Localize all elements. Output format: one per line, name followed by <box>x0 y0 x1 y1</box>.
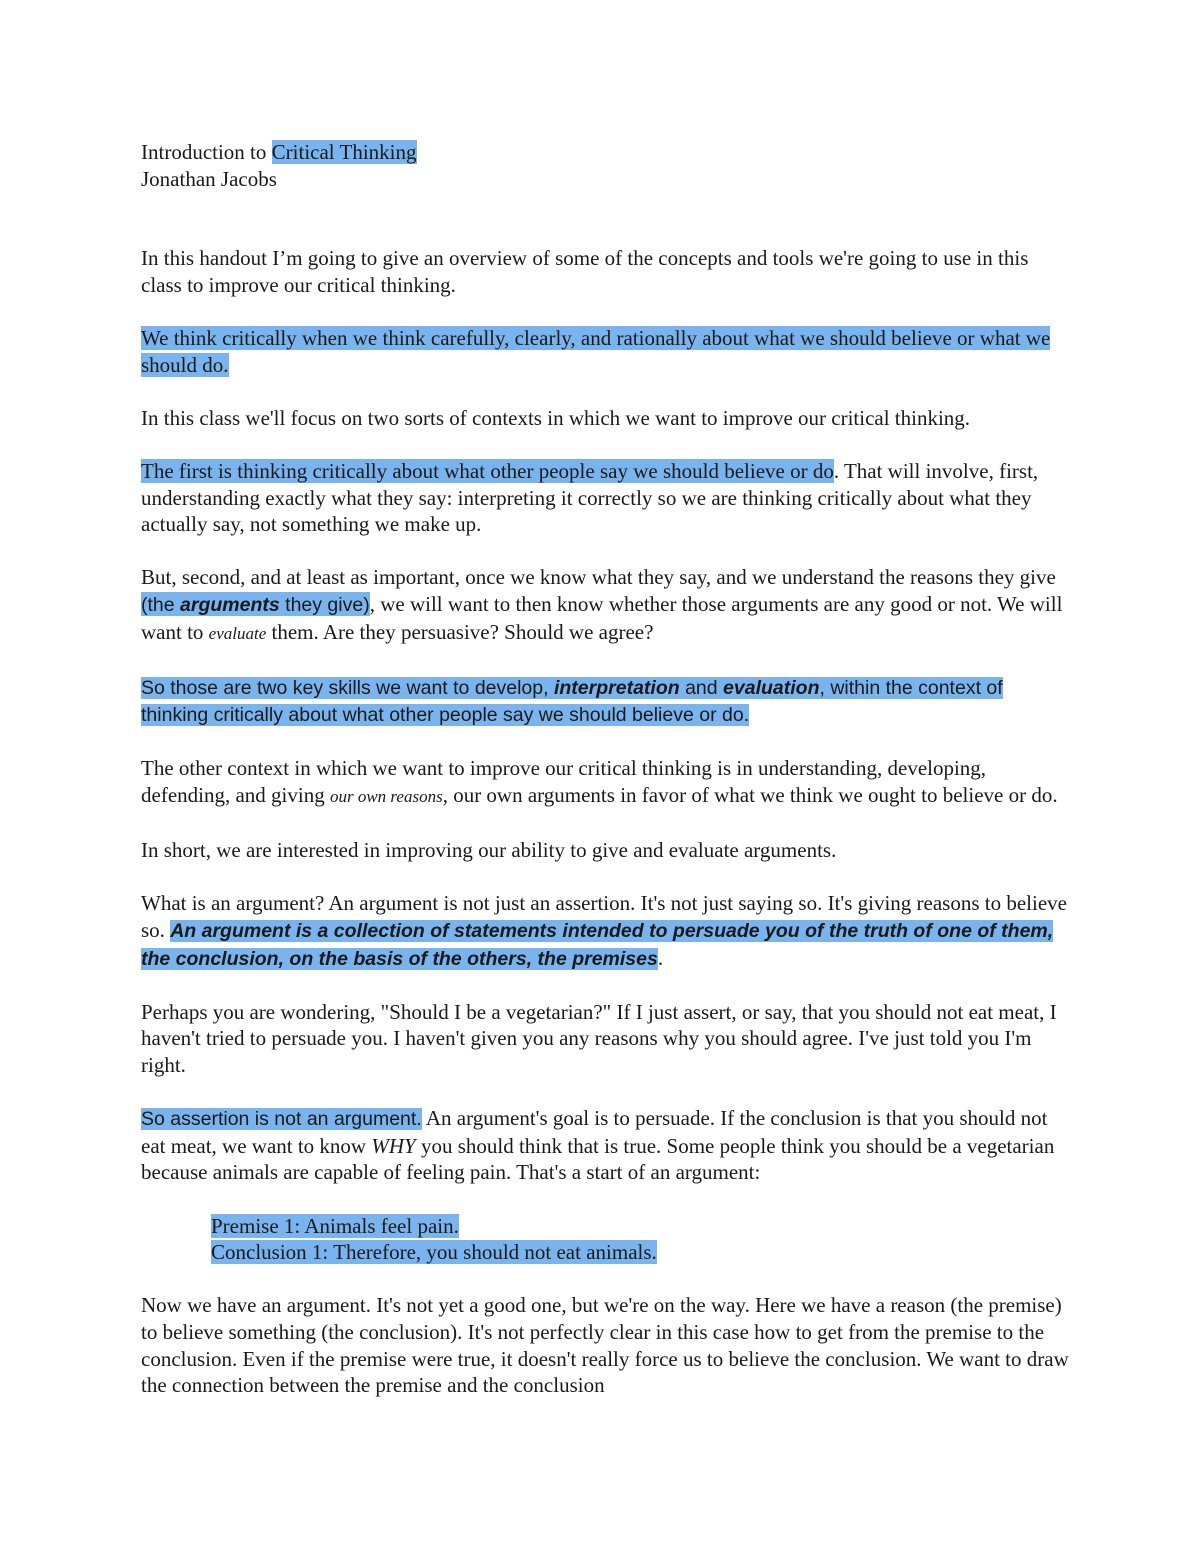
text-span: they give) <box>279 593 370 616</box>
text-span: , within the context of thinking critically about what other people say we should believe or do. <box>141 676 1003 727</box>
text-span: , our own arguments in favor of what we think we ought to believe or do. <box>442 783 1058 808</box>
first-context-rest: . That will involve, first, understanding exactly what they say: interpreting it correctly so we are thinking critically about what they actually say, not something we make up. <box>141 458 1039 537</box>
paragraph-vegetarian: Perhaps you are wondering, "Should I be a vegetarian?" If I just assert, or say, that you should not eat meat, I haven't tried to persuade you. I haven't given you any reasons why you should agree. I've just told you I'm right. <box>141 999 1057 1077</box>
highlight-definition: We think critically when we think carefully, clearly, and rationally about what we should believe or what we should do. <box>141 325 1051 377</box>
text-span: So those are two key skills we want to develop, <box>141 676 554 699</box>
text-span: The other context in which we want to improve our critical thinking is in understanding, developing, defending, and giving <box>141 756 987 808</box>
emphasis-evaluation: evaluation <box>723 676 820 699</box>
emphasis-evaluate: evaluate <box>208 623 267 643</box>
emphasis-interpretation: interpretation <box>553 676 680 699</box>
highlight-assertion: So assertion is not an argument. <box>141 1108 422 1131</box>
argument-block <box>141 1213 1071 1266</box>
highlight-key-skills <box>141 677 1003 727</box>
emphasis-arguments: arguments <box>180 593 280 616</box>
emphasis-why: WHY <box>371 1133 416 1158</box>
paragraph-second <box>141 564 1071 647</box>
author-name: Jonathan Jacobs <box>141 166 277 191</box>
title-text: Introduction to <box>141 140 272 164</box>
text-span: . <box>657 945 664 970</box>
highlight-arguments <box>141 592 370 616</box>
text-span: you should think that is true. Some people think you should be a vegetarian because animals are capable of feeling pain. That's a start of an argument: <box>141 1133 1055 1185</box>
document-title <box>141 139 1071 166</box>
paragraph-assertion <box>141 1105 1071 1186</box>
document-page <box>141 139 1071 1425</box>
paragraph-contexts: In this class we'll focus on two sorts of contexts in which we want to improve our critical thinking. <box>141 405 971 430</box>
emphasis-own-reasons: our own reasons <box>329 787 443 807</box>
conclusion-line: Conclusion 1: Therefore, you should not eat animals. <box>211 1240 657 1265</box>
premise-line: Premise 1: Animals feel pain. <box>211 1213 459 1238</box>
paragraph-definition <box>141 325 1071 378</box>
highlight-argument-definition: An argument is a collection of statements intended to persuade you of the truth of one of them, the conclusion, on the basis of the others, the premises <box>141 920 1054 970</box>
highlight-first-context: The first is thinking critically about what other people say we should believe or do <box>141 458 834 483</box>
text-span: , we will want to then know whether those arguments are any good or not. We will want to <box>141 591 1063 644</box>
paragraph-first-context <box>141 458 1071 538</box>
paragraph-other-context <box>141 755 1071 810</box>
text-span: What is an argument? An argument is not just an assertion. It's not just saying so. It's giving reasons to believe so. <box>141 891 1067 943</box>
paragraph-intro: In this handout I’m going to give an overview of some of the concepts and tools we're going to use in this class to improve our critical thinking. <box>141 246 1029 297</box>
title-block <box>141 139 1071 192</box>
text-span: But, second, and at least as important, once we know what they say, and we understand the reasons they give <box>141 565 1056 590</box>
text-span: and <box>679 676 724 699</box>
text-span: them. Are they persuasive? Should we agree? <box>266 619 654 644</box>
paragraph-in-short: In short, we are interested in improving our ability to give and evaluate arguments. <box>141 838 837 863</box>
title-highlight: Critical Thinking <box>271 140 417 164</box>
paragraph-key-skills <box>141 674 1071 729</box>
paragraph-what-is-argument <box>141 890 1071 972</box>
paragraph-now-argument: Now we have an argument. It's not yet a good one, but we're on the way. Here we have a reason (the premise) to believe something (the conclusion). It's not perfectly clear in this case how to get from the premise to the conclusion. Even if the premise were true, it doesn't really force us to believe the conclusion. We want to draw the connection between the premise and the conclusion <box>141 1293 1069 1398</box>
text-span: An argument's goal is to persuade. If the conclusion is that you should not eat meat, we want to know <box>141 1106 1048 1158</box>
text-span: (the <box>141 593 181 616</box>
